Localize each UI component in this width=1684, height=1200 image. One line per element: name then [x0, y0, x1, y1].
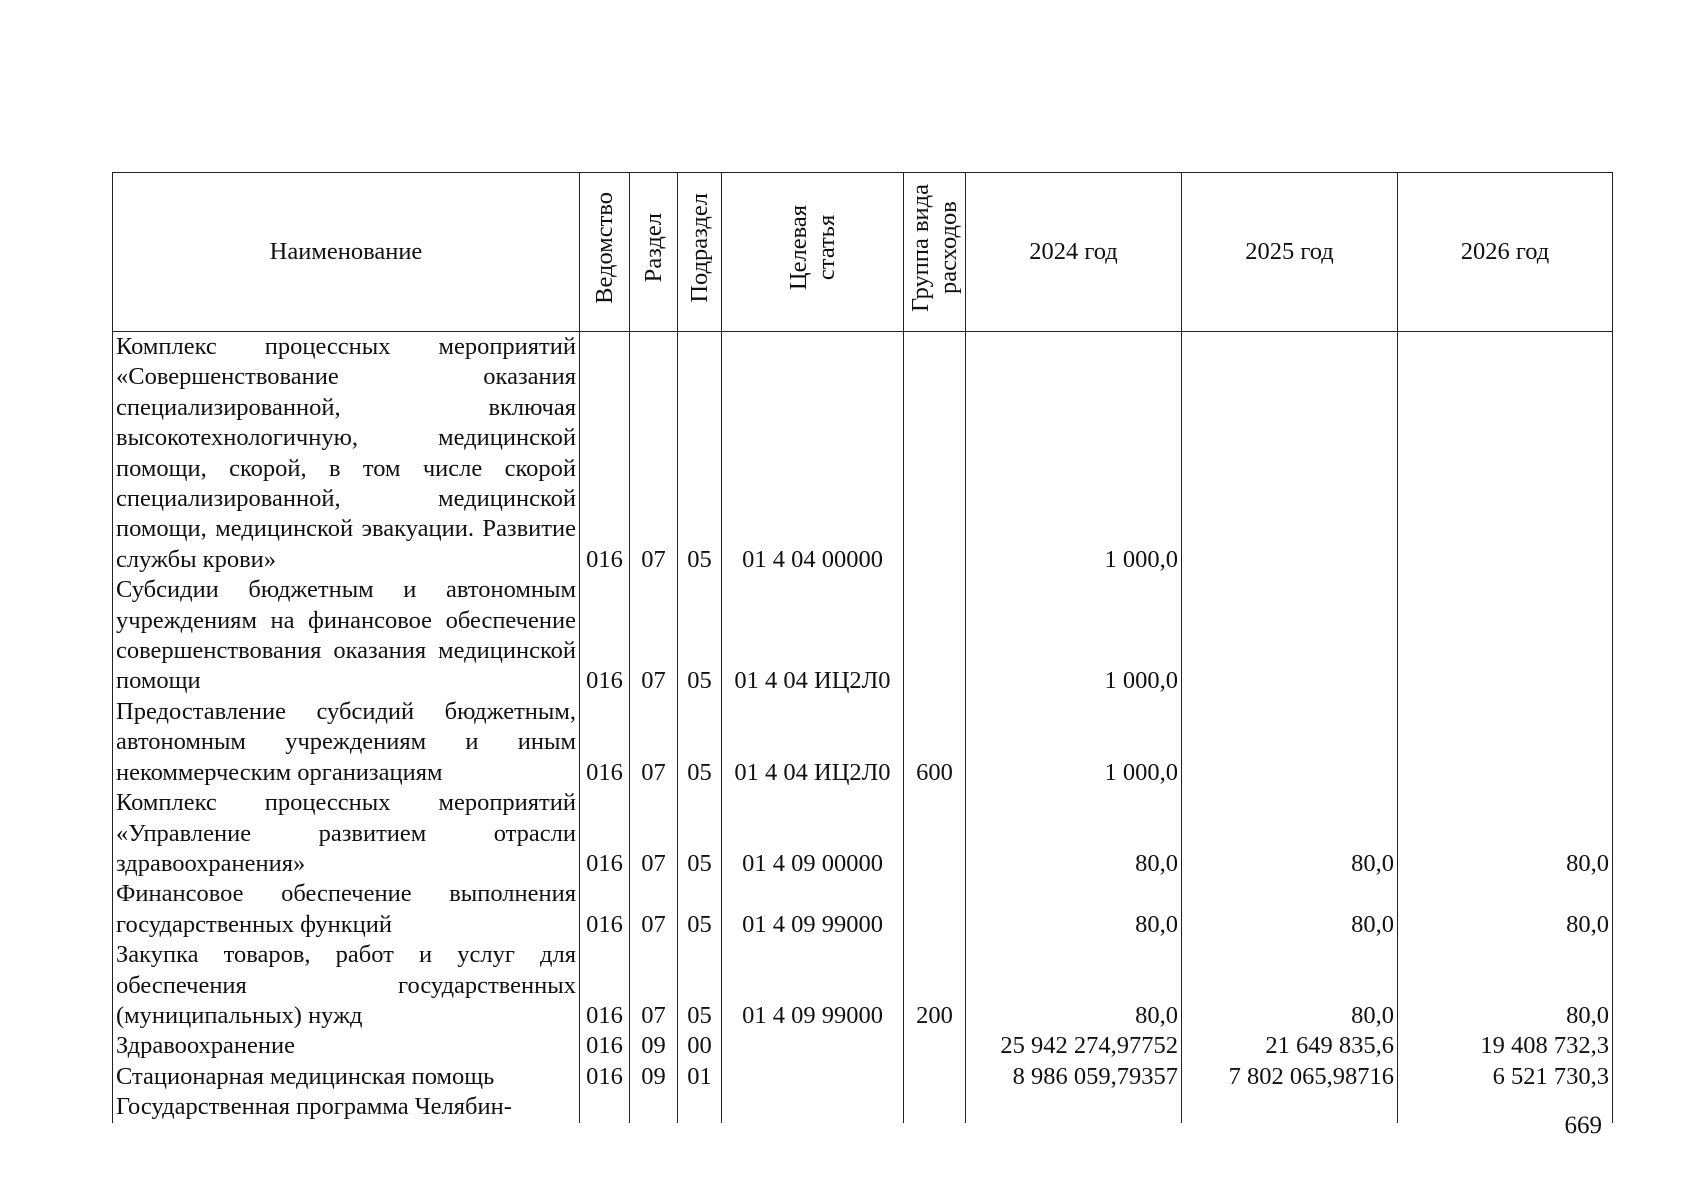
row-exp: 600	[904, 697, 966, 788]
row-target: 01 4 09 99000	[722, 940, 904, 1031]
row-target	[722, 1092, 904, 1122]
row-2025: 80,0	[1182, 879, 1398, 940]
row-target: 01 4 04 ИЦ2Л0	[722, 575, 904, 697]
row-2025: 80,0	[1182, 788, 1398, 879]
table-row	[113, 1092, 1613, 1122]
row-name: Комплекс процессных мероприятий «Управление развитием отрасли здравоохранения»	[113, 788, 580, 879]
row-exp	[904, 332, 966, 576]
row-name: Стационарная медицинская помощь	[113, 1062, 580, 1092]
row-dept: 016	[580, 879, 630, 940]
row-dept: 016	[580, 575, 630, 697]
row-dept: 016	[580, 1062, 630, 1092]
row-2025: 21 649 835,6	[1182, 1031, 1398, 1061]
row-exp	[904, 1031, 966, 1061]
table-row	[113, 575, 1613, 697]
row-dept: 016	[580, 697, 630, 788]
page-number: 669	[1564, 1112, 1602, 1139]
row-section: 07	[630, 575, 678, 697]
row-section: 07	[630, 332, 678, 576]
table-row	[113, 332, 1613, 576]
row-dept: 016	[580, 788, 630, 879]
table-row	[113, 879, 1613, 940]
row-2024: 80,0	[966, 788, 1182, 879]
row-2026	[1398, 697, 1613, 788]
row-subsection: 05	[678, 879, 722, 940]
row-subsection: 05	[678, 940, 722, 1031]
row-2025: 80,0	[1182, 940, 1398, 1031]
row-exp	[904, 1062, 966, 1092]
row-subsection: 05	[678, 332, 722, 576]
row-dept: 016	[580, 332, 630, 576]
row-exp: 200	[904, 940, 966, 1031]
row-section: 09	[630, 1062, 678, 1092]
row-section: 09	[630, 1031, 678, 1061]
row-section	[630, 1092, 678, 1122]
row-dept: 016	[580, 940, 630, 1031]
row-2024: 8 986 059,79357	[966, 1062, 1182, 1092]
row-2026: 80,0	[1398, 788, 1613, 879]
budget-table	[112, 172, 1613, 1123]
table-row	[113, 940, 1613, 1031]
header-2024: 2024 год	[966, 173, 1182, 332]
row-target: 01 4 04 00000	[722, 332, 904, 576]
header-subsection: Подраздел	[678, 173, 722, 332]
row-name: Государственная программа Челябин-	[113, 1092, 580, 1122]
row-2026: 80,0	[1398, 940, 1613, 1031]
table-row	[113, 788, 1613, 879]
row-2024: 1 000,0	[966, 697, 1182, 788]
row-section: 07	[630, 879, 678, 940]
header-dept: Ведомство	[580, 173, 630, 332]
table-row	[113, 1062, 1613, 1092]
row-exp	[904, 575, 966, 697]
row-2025	[1182, 697, 1398, 788]
row-target: 01 4 04 ИЦ2Л0	[722, 697, 904, 788]
row-target: 01 4 09 99000	[722, 879, 904, 940]
row-target	[722, 1062, 904, 1092]
row-subsection: 01	[678, 1062, 722, 1092]
row-section: 07	[630, 940, 678, 1031]
row-name: Здравоохранение	[113, 1031, 580, 1061]
header-section: Раздел	[630, 173, 678, 332]
row-name: Комплекс процессных мероприятий «Совершенствование оказания специализированной, включая высокотехнологичную, медицинской помощи, скорой, в том числе скорой специализированной, медицинской помощи, медицинской эвакуации. Развитие службы крови»	[113, 332, 580, 576]
row-subsection: 05	[678, 697, 722, 788]
row-exp	[904, 879, 966, 940]
row-2024: 80,0	[966, 940, 1182, 1031]
row-2024: 1 000,0	[966, 332, 1182, 576]
header-name: Наименование	[113, 173, 580, 332]
row-2024	[966, 1092, 1182, 1122]
row-2026: 80,0	[1398, 879, 1613, 940]
row-name: Предоставление субсидий бюджетным, автономным учреждениям и иным некоммерческим организациям	[113, 697, 580, 788]
row-dept	[580, 1092, 630, 1122]
header-2026: 2026 год	[1398, 173, 1613, 332]
row-target	[722, 1031, 904, 1061]
row-2024: 80,0	[966, 879, 1182, 940]
row-subsection: 05	[678, 788, 722, 879]
row-2026: 6 521 730,3	[1398, 1062, 1613, 1092]
row-subsection: 00	[678, 1031, 722, 1061]
row-section: 07	[630, 697, 678, 788]
row-2025	[1182, 1092, 1398, 1122]
row-subsection: 05	[678, 575, 722, 697]
header-expense-group: Группа вида расходов	[904, 173, 966, 332]
row-section: 07	[630, 788, 678, 879]
row-name: Субсидии бюджетным и автономным учреждениям на финансовое обеспечение совершенствования оказания медицинской помощи	[113, 575, 580, 697]
row-name: Финансовое обеспечение выполнения государственных функций	[113, 879, 580, 940]
row-2025: 7 802 065,98716	[1182, 1062, 1398, 1092]
row-exp	[904, 1092, 966, 1122]
row-name: Закупка товаров, работ и услуг для обеспечения государственных (муниципальных) нужд	[113, 940, 580, 1031]
row-2026	[1398, 575, 1613, 697]
header-2025: 2025 год	[1182, 173, 1398, 332]
row-dept: 016	[580, 1031, 630, 1061]
row-target: 01 4 09 00000	[722, 788, 904, 879]
row-2025	[1182, 332, 1398, 576]
row-2025	[1182, 575, 1398, 697]
row-2026: 19 408 732,3	[1398, 1031, 1613, 1061]
row-2024: 1 000,0	[966, 575, 1182, 697]
table-header-row	[113, 173, 1613, 332]
row-2026	[1398, 332, 1613, 576]
table-row	[113, 1031, 1613, 1061]
row-subsection	[678, 1092, 722, 1122]
row-exp	[904, 788, 966, 879]
header-target-article: Целевая статья	[722, 173, 904, 332]
table-row	[113, 697, 1613, 788]
row-2024: 25 942 274,97752	[966, 1031, 1182, 1061]
